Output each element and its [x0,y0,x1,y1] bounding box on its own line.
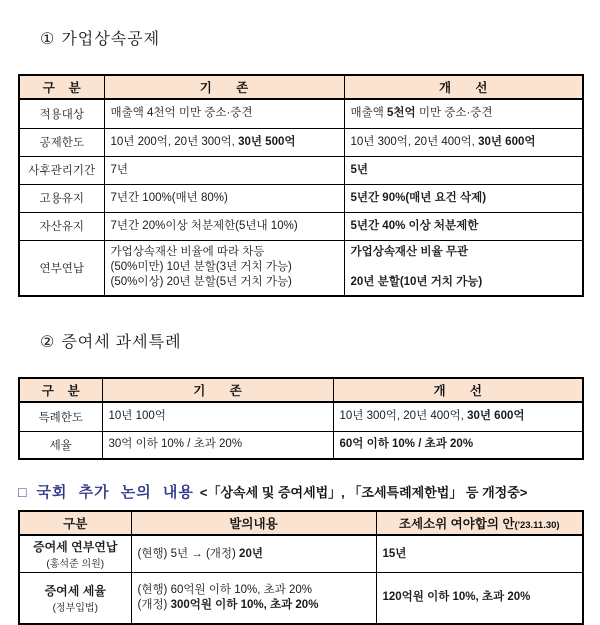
table-row [19,128,583,156]
table-family-business-deduction [18,74,584,297]
row-label: 공제한도 [19,128,104,156]
table3-header-agreement [376,511,583,535]
table2-header-improved: 개 선 [333,378,583,402]
row-label-sub: (홍석준 의원) [46,559,105,570]
cell-improved: 5년간 90%(매년 요건 삭제) [344,184,583,212]
section3-title-text: 국회 추가 논의 내용 [36,484,194,501]
section2-title-text: 증여세 과세특례 [61,334,182,351]
cell-improved: 5년간 40% 이상 처분제한 [344,212,583,240]
cell-existing: 30억 이하 10% / 초과 20% [102,431,333,459]
section3-subtitle: <「상속세 및 증여세법」, 「조세특례제한법」 등 개정중> [199,485,528,500]
table1-header-improved: 개 선 [344,75,583,99]
table-row [19,212,583,240]
table-row [19,573,583,624]
cell-improved: 10년 300억, 20년 400억, 30년 600억 [344,128,583,156]
table-row [19,99,583,128]
table3-header-category: 구분 [19,511,131,535]
row-label-main: 증여세 연부연납 [33,540,118,554]
table2-header-category: 구 분 [19,378,102,402]
cell-existing: 7년간 20%이상 처분제한(5년내 10%) [104,212,344,240]
table3-header-proposal: 발의내용 [131,511,376,535]
row-label: 자산유지 [19,212,104,240]
table-row [19,184,583,212]
table2-header-row [19,378,583,402]
table-assembly-discussion [18,510,584,625]
cell-existing: 가업상속재산 비율에 따라 차등 (50%미만) 10년 분할(3년 거치 가능) (50%이상) 20년 분할(5년 거치 가능) [104,240,344,296]
cell-existing: 7년 [104,156,344,184]
table-gift-tax-special [18,377,584,460]
cell-proposal: (현행) 5년 → (개정) 20년 [131,535,376,573]
table1-header-existing: 기 존 [104,75,344,99]
table1-header-row [19,75,583,99]
row-label: 연부연납 [19,240,104,296]
cell-existing: 매출액 4천억 미만 중소·중견 [104,99,344,128]
cell-proposal: (현행) 60억원 이하 10%, 초과 20% (개정) 300억원 이하 10%, 초과 20% [131,573,376,624]
square-bullet: □ [18,484,27,500]
table1-header-category: 구 분 [19,75,104,99]
table-row [19,535,583,573]
section1-title-text: 가업상속공제 [61,31,161,48]
table3-header-row [19,511,583,535]
section1-title [20,8,582,67]
table-row [19,402,583,431]
row-label: 사후관리기간 [19,156,104,184]
cell-existing: 10년 200억, 20년 300억, 30년 500억 [104,128,344,156]
cell-improved: 60억 이하 10% / 초과 20% [333,431,583,459]
section3-title [18,481,582,502]
cell-improved: 가업상속재산 비율 무관 20년 분할(10년 거치 가능) [344,240,583,296]
row-label: 고용유지 [19,184,104,212]
circled-one-bullet: ① [40,31,56,48]
row-label [19,573,131,624]
row-label: 세율 [19,431,102,459]
table3-header-agreement-text: 조세소위 여야합의 안 [398,517,515,531]
row-label: 특례한도 [19,402,102,431]
row-label [19,535,131,573]
table-row [19,156,583,184]
cell-improved: 매출액 5천억 미만 중소·중견 [344,99,583,128]
cell-agreement: 15년 [376,535,583,573]
table-row [19,431,583,459]
table2-header-existing: 기 존 [102,378,333,402]
cell-existing: 10년 100억 [102,402,333,431]
row-label: 적용대상 [19,99,104,128]
circled-two-bullet: ② [40,334,56,351]
cell-improved: 5년 [344,156,583,184]
row-label-main: 증여세 세율 [44,583,106,598]
cell-improved: 10년 300억, 20년 400억, 30년 600억 [333,402,583,431]
section2-title [20,311,582,370]
cell-agreement: 120억원 이하 10%, 초과 20% [376,573,583,624]
cell-existing: 7년간 100%(매년 80%) [104,184,344,212]
table-row [19,240,583,296]
agreement-date: ('23.11.30) [514,520,560,531]
row-label-sub: (정부입법) [52,602,98,614]
